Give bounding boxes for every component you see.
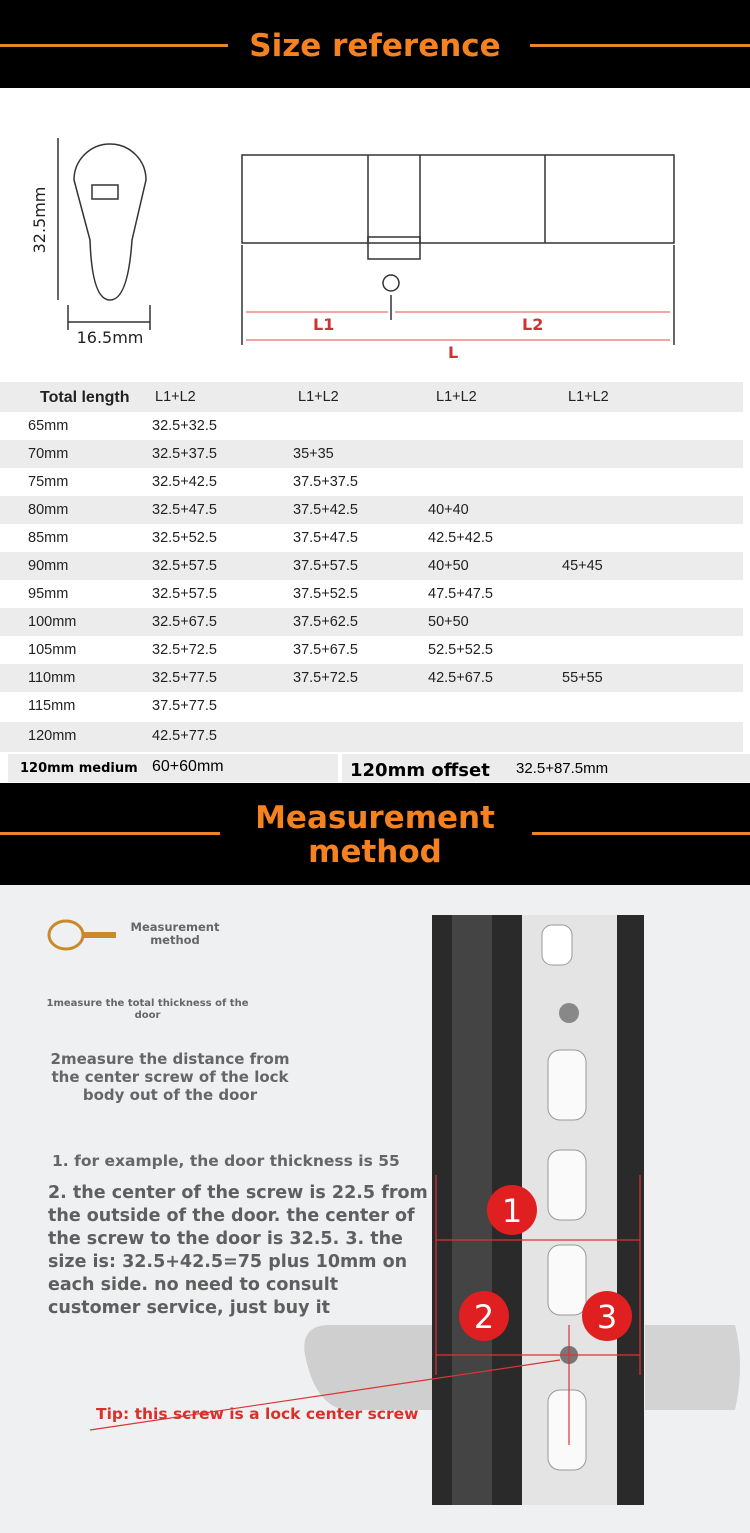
table-cell: 37.5+62.5: [293, 614, 358, 630]
header-cell: L1+L2: [436, 389, 477, 405]
table-cell: 80mm: [28, 502, 69, 518]
section-title-line1: Measurement: [255, 800, 495, 836]
table-cell: 40+40: [428, 502, 469, 518]
header-cell: Total length: [40, 389, 130, 406]
table-row: [0, 608, 743, 636]
table-cell: 32.5+72.5: [152, 642, 217, 658]
table-cell: 90mm: [28, 558, 69, 574]
table-row: [0, 496, 743, 524]
table-row: [0, 412, 750, 440]
table-row: [0, 722, 743, 752]
measurement-photo: [0, 885, 750, 1533]
table-cell: 105mm: [28, 642, 77, 658]
tip-text: Tip: this screw is a lock center screw: [96, 1405, 419, 1423]
table-cell: 45+45: [562, 558, 603, 574]
table-cell: 32.5+32.5: [152, 418, 217, 434]
table-row: [0, 468, 750, 496]
table-cell: 37.5+57.5: [293, 558, 358, 574]
table-cell: 32.5+42.5: [152, 474, 217, 490]
header-cell: L1+L2: [155, 389, 196, 405]
table-row: [0, 692, 750, 722]
size-table: [0, 382, 750, 784]
example-1: 1. for example, the door thickness is 55: [52, 1152, 400, 1170]
table-cell: 37.5+72.5: [293, 670, 358, 686]
table-row: [0, 552, 743, 580]
step-2: 2measure the distance from the center screw of the lock body out of the door: [50, 1050, 290, 1104]
table-cell: 35+35: [293, 446, 334, 462]
header-cell: L1+L2: [568, 389, 609, 405]
medium-label: 120mm medium: [20, 761, 138, 776]
table-cell: 110mm: [28, 670, 76, 686]
table-cell: 95mm: [28, 586, 69, 602]
marker-3: 3: [596, 1298, 618, 1336]
l2-label: L2: [522, 315, 544, 334]
key-caption: Measurement method: [130, 920, 220, 947]
table-cell: 32.5+57.5: [152, 558, 217, 574]
table-cell: 85mm: [28, 530, 69, 546]
table-cell: 37.5+52.5: [293, 586, 358, 602]
key-icon: [49, 921, 116, 949]
table-footer: [0, 754, 750, 784]
table-row: [0, 664, 743, 692]
l-label: L: [448, 343, 459, 362]
table-cell: 37.5+42.5: [293, 502, 358, 518]
offset-value: 32.5+87.5mm: [516, 760, 609, 777]
table-cell: 120mm: [28, 728, 77, 744]
table-header: [0, 382, 743, 412]
table-cell: 70mm: [28, 446, 69, 462]
height-label: 32.5mm: [30, 186, 49, 254]
table-row: [0, 636, 750, 664]
table-cell: 65mm: [28, 418, 69, 434]
width-label: 16.5mm: [76, 328, 144, 347]
table-cell: 52.5+52.5: [428, 642, 493, 658]
table-cell: 42.5+42.5: [428, 530, 493, 546]
offset-label: 120mm offset: [350, 760, 490, 781]
step-1: 1measure the total thickness of the door: [46, 998, 249, 1021]
medium-value: 60+60mm: [152, 758, 224, 775]
table-cell: 50+50: [428, 614, 469, 630]
table-cell: 115mm: [28, 698, 76, 714]
table-cell: 37.5+67.5: [293, 642, 358, 658]
table-cell: 37.5+47.5: [293, 530, 358, 546]
section-title-line2: method: [308, 834, 442, 870]
marker-2: 2: [473, 1298, 495, 1336]
table-cell: 55+55: [562, 670, 603, 686]
header-cell: L1+L2: [298, 389, 339, 405]
table-cell: 100mm: [28, 614, 77, 630]
table-cell: 32.5+47.5: [152, 502, 217, 518]
table-cell: 32.5+77.5: [152, 670, 217, 686]
l1-label: L1: [313, 315, 335, 334]
table-cell: 32.5+67.5: [152, 614, 217, 630]
table-cell: 32.5+37.5: [152, 446, 217, 462]
table-cell: 37.5+37.5: [293, 474, 358, 490]
table-cell: 42.5+77.5: [152, 728, 217, 744]
table-row: [0, 440, 743, 468]
lock-cylinder-diagram: [0, 100, 750, 380]
table-cell: 47.5+47.5: [428, 586, 493, 602]
table-cell: 40+50: [428, 558, 469, 574]
table-cell: 42.5+67.5: [428, 670, 493, 686]
marker-1: 1: [501, 1192, 523, 1230]
section-title: Size reference: [249, 28, 501, 64]
table-cell: 37.5+77.5: [152, 698, 217, 714]
table-row: [0, 580, 750, 608]
measurement-banner: [0, 783, 750, 885]
table-cell: 32.5+52.5: [152, 530, 217, 546]
example-2: 2. the center of the screw is 22.5 from the outside of the door. the center of the screw to the door is 32.5. 3. the size is: 32.5+42.5=75 plus 10mm on each side. no need to consult customer service, just buy it: [48, 1183, 428, 1318]
table-row: [0, 524, 750, 552]
table-cell: 75mm: [28, 474, 69, 490]
table-cell: 32.5+57.5: [152, 586, 217, 602]
size-reference-banner: [0, 0, 750, 88]
